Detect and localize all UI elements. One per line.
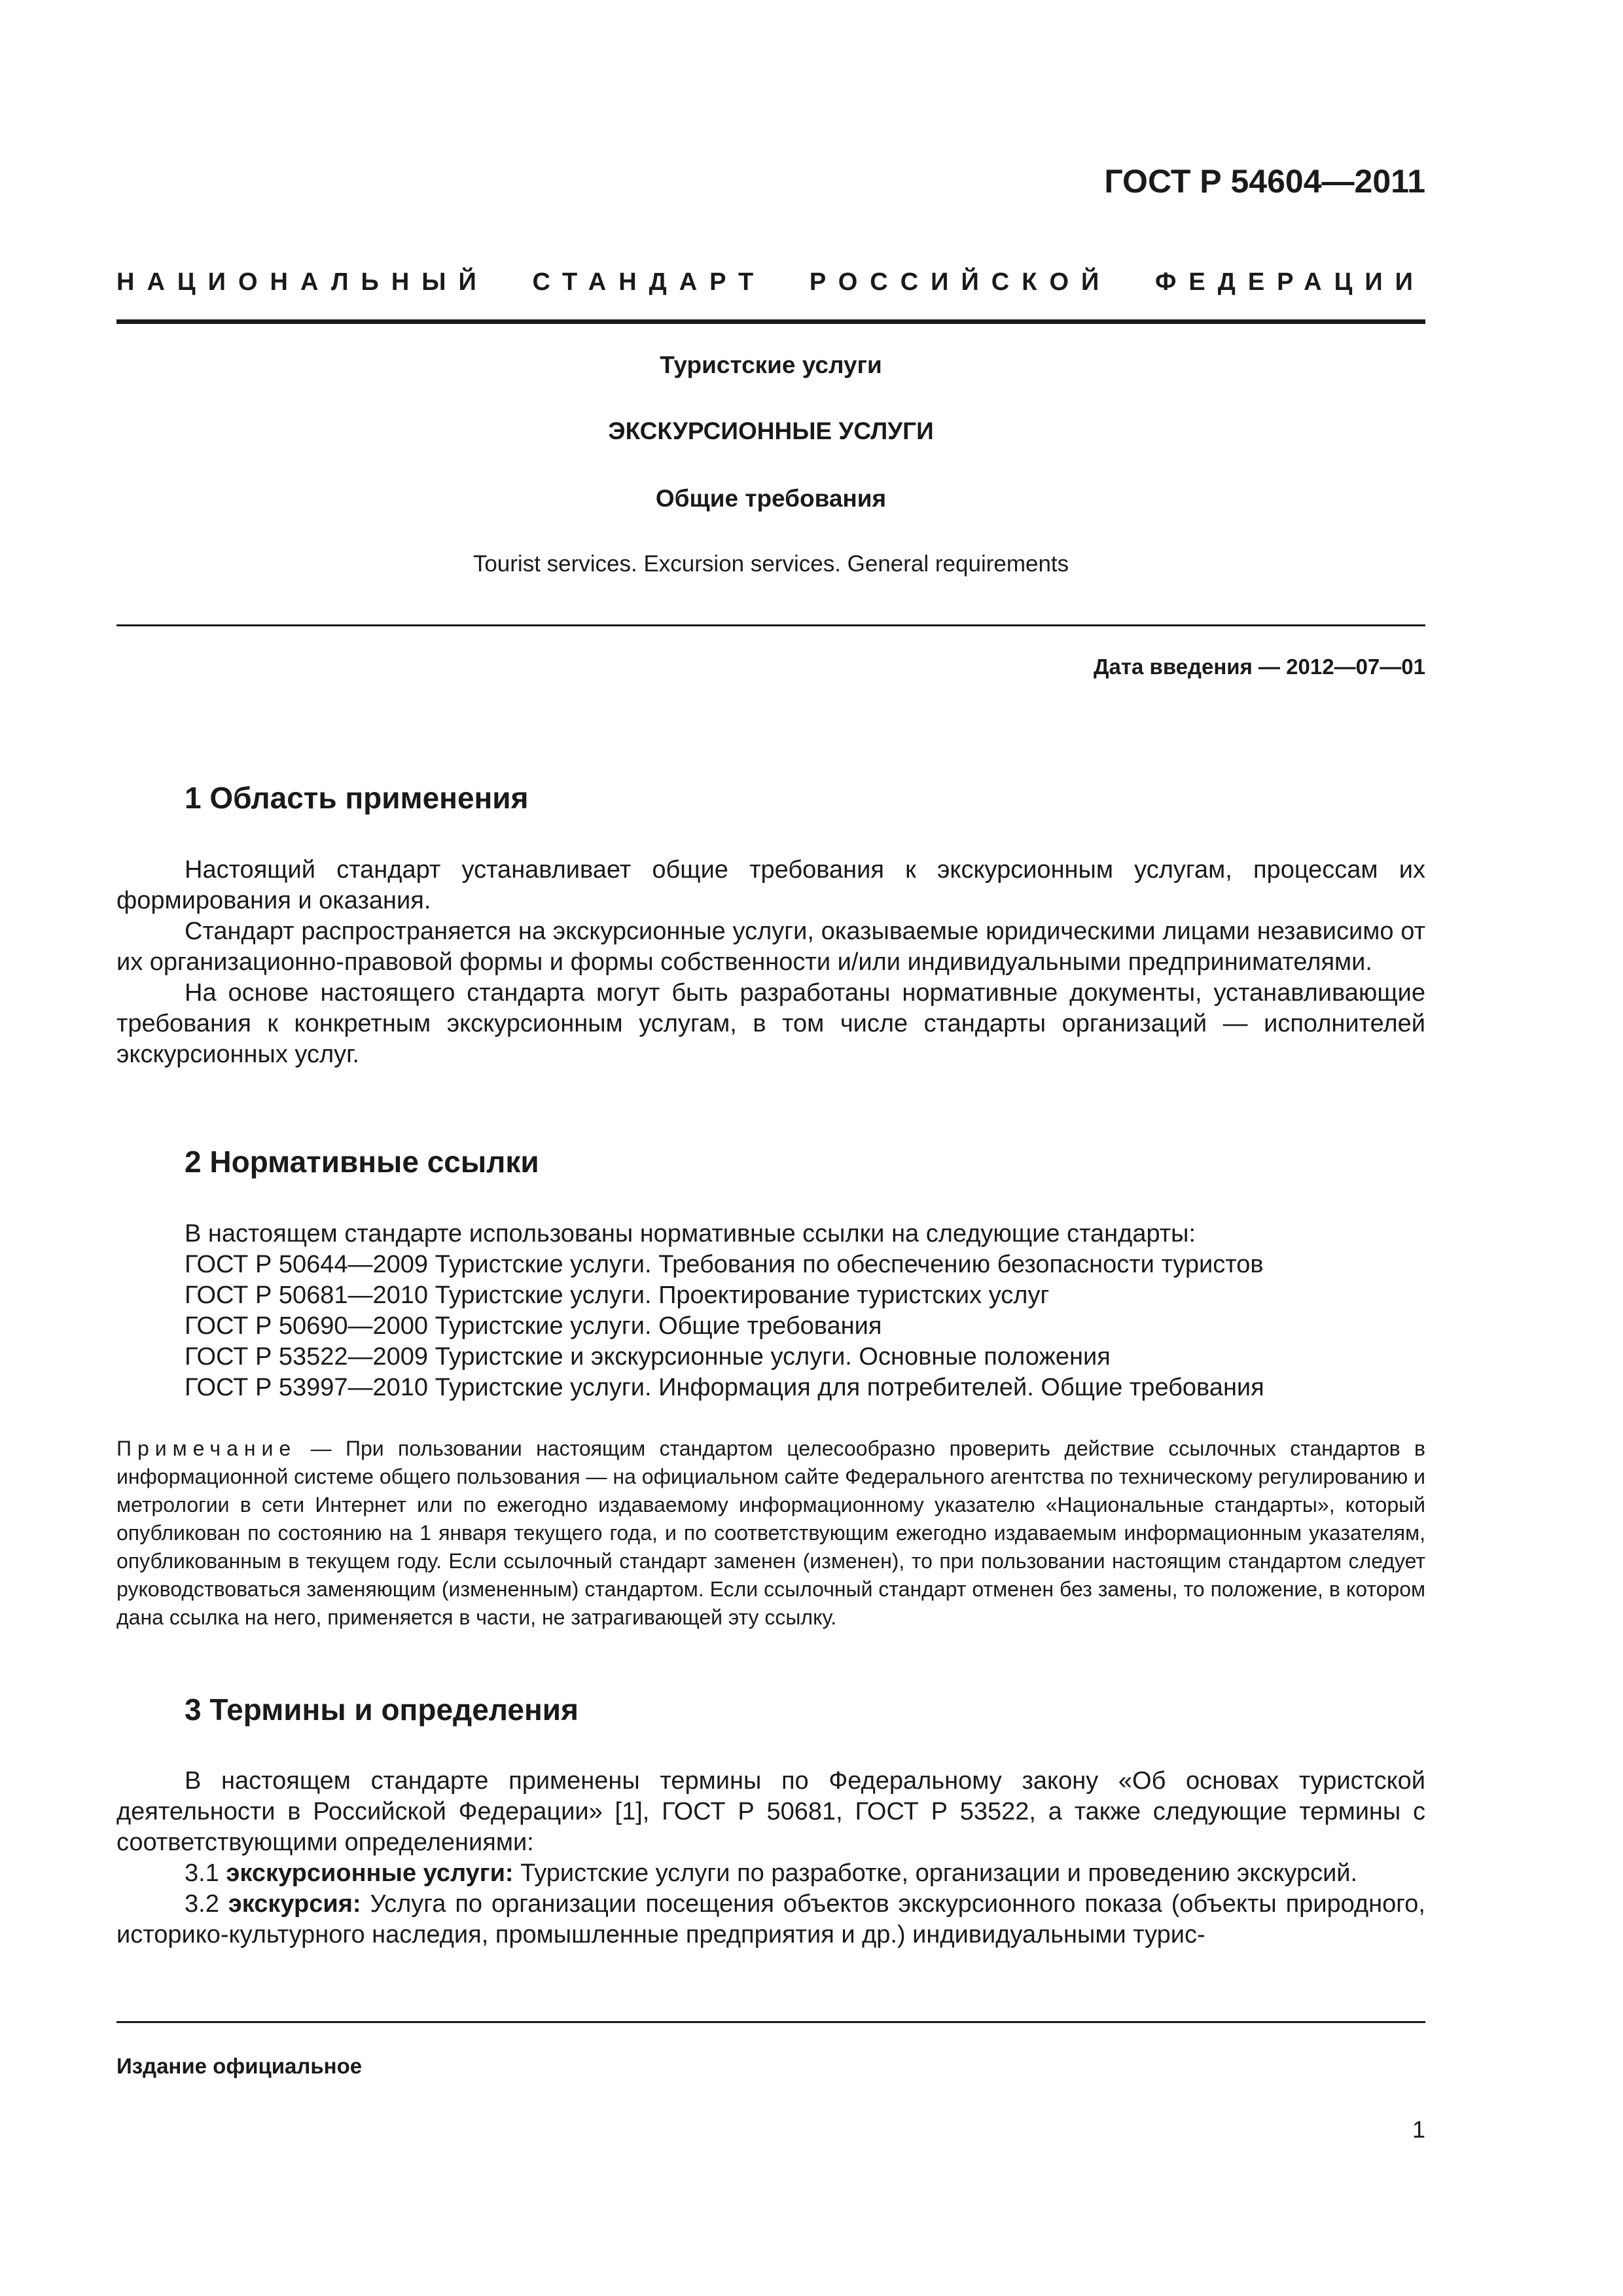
footer-divider (116, 2021, 1425, 2023)
reference-item: ГОСТ Р 53997—2010 Туристские услуги. Информация для потребителей. Общие требования (185, 1374, 1264, 1401)
references-intro: В настоящем стандарте использованы нормативные ссылки на следующие стандарты: (185, 1220, 1196, 1247)
title-line-3: Общие требования (655, 485, 887, 512)
term-text: Туристские услуги по разработке, организации и проведению экскурсий. (513, 1859, 1358, 1887)
official-edition-label: Издание официальное (116, 2054, 363, 2078)
english-title: Tourist services. Excursion services. General requirements (473, 551, 1069, 577)
header-divider (116, 319, 1425, 324)
term-definition (116, 1858, 1425, 1889)
section-1-heading: 1 Область применения (185, 781, 529, 815)
national-title-word: СТАНДАРТ (532, 268, 766, 296)
term-number: 3.2 (185, 1890, 228, 1918)
term-name: экскурсионные услуги: (226, 1859, 514, 1887)
title-line-1: Туристские услуги (660, 351, 882, 378)
section-3-body (116, 1766, 1425, 1950)
section-2-heading: 2 Нормативные ссылки (185, 1145, 539, 1179)
term-definition (116, 1889, 1425, 1950)
section-3-heading: 3 Термины и определения (185, 1693, 579, 1727)
national-standard-title (116, 268, 1425, 296)
note-text: — При пользовании настоящим стандартом целесообразно проверить действие ссылочных стандартов в информационной системе общего пользования — на официальном сайте Федерального агентства по техническому регулированию и метрологии в сети Интернет или по ежегодно издаваемому информационному указателю «Национальные стандарты», который опубликован по состоянию на 1 января текущего года, и по соответствующим ежегодно издаваемым информационным указателям, опубликованным в текущем году. Если ссылочный стандарт заменен (изменен), то при пользовании настоящим стандартом следует руководствоваться заменяющим (измененным) стандартом. Если ссылочный стандарт отменен без замены, то положение, в котором дана ссылка на него, применяется в части, не затрагивающей эту ссылку. (116, 1437, 1425, 1629)
reference-note (116, 1435, 1425, 1632)
introduction-date: Дата введения — 2012—07—01 (1094, 655, 1425, 679)
national-title-word: НАЦИОНАЛЬНЫЙ (116, 268, 489, 296)
term-number: 3.1 (185, 1859, 226, 1887)
references-list (185, 1219, 1425, 1403)
paragraph: В настоящем стандарте применены термины по Федеральному закону «Об основах туристской деятельности в Российской Федерации» [1], ГОСТ Р 50681, ГОСТ Р 53522, а также следующие термины с соответствующими определениями: (116, 1767, 1425, 1856)
reference-item: ГОСТ Р 50681—2010 Туристские услуги. Проектирование туристских услуг (185, 1282, 1050, 1309)
title-divider (116, 624, 1425, 626)
national-title-word: ФЕДЕРАЦИИ (1154, 268, 1425, 296)
reference-item: ГОСТ Р 50690—2000 Туристские услуги. Общие требования (185, 1312, 882, 1340)
term-text: Услуга по организации посещения объектов экскурсионного показа (объекты природного, историко-культурного наследия, промышленные предприятия и др.) индивидуальными турис- (116, 1890, 1425, 1948)
paragraph: Настоящий стандарт устанавливает общие требования к экскурсионным услугам, процессам их формирования и оказания. (116, 856, 1425, 914)
note-label: Примечание (116, 1437, 297, 1460)
national-title-word: РОССИЙСКОЙ (809, 268, 1112, 296)
paragraph: Стандарт распространяется на экскурсионные услуги, оказываемые юридическими лицами независимо от их организационно-правовой формы и формы собственности и/или индивидуальными предпринимателями. (116, 918, 1425, 976)
title-line-2: ЭКСКУРСИОННЫЕ УСЛУГИ (608, 418, 934, 444)
paragraph: На основе настоящего стандарта могут быть разработаны нормативные документы, устанавливающие требования к конкретным экскурсионным услугам, в том числе стандарты организаций — исполнителей экскурсионных услуг. (116, 979, 1425, 1068)
page-number: 1 (1412, 2116, 1425, 2143)
term-name: экскурсия: (228, 1890, 361, 1918)
reference-item: ГОСТ Р 50644—2009 Туристские услуги. Требования по обеспечению безопасности туристов (185, 1251, 1264, 1278)
section-1-body (116, 855, 1425, 1070)
standard-number: ГОСТ Р 54604—2011 (1104, 163, 1425, 200)
reference-item: ГОСТ Р 53522—2009 Туристские и экскурсионные услуги. Основные положения (185, 1343, 1111, 1371)
